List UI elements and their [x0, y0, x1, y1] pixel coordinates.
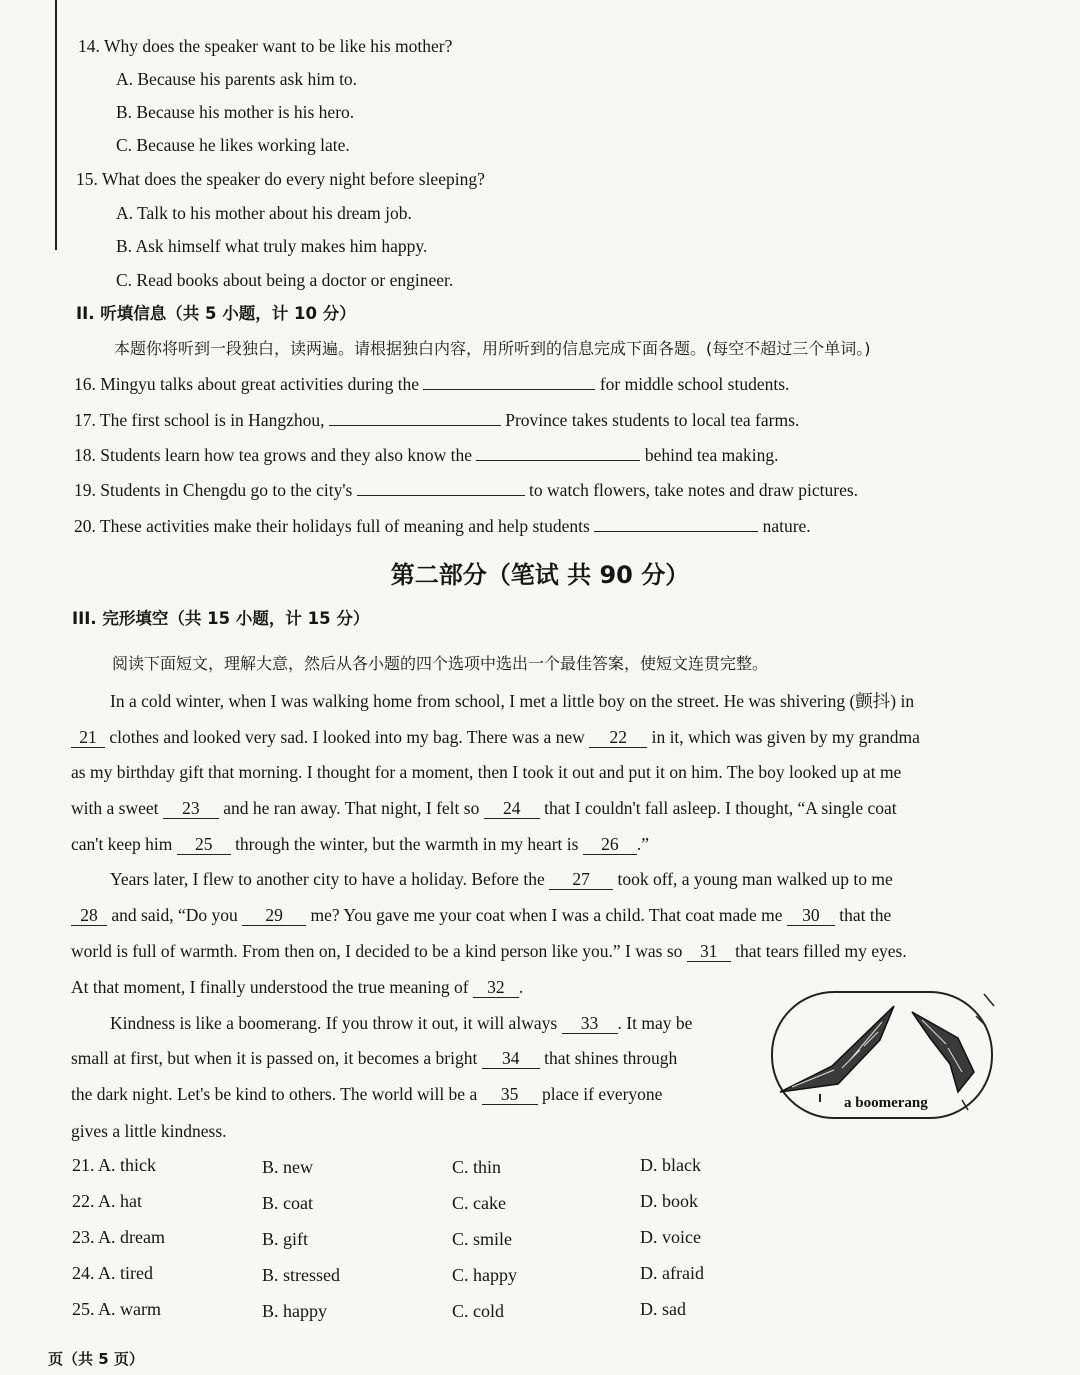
boomerang-icon-left — [780, 1006, 894, 1092]
section-three-title: III. 完形填空（共 15 小题，计 15 分） — [72, 609, 370, 628]
answer-blank-20[interactable] — [594, 531, 758, 532]
option-23-d[interactable]: D. voice — [640, 1227, 701, 1247]
page-footer: 页（共 5 页） — [48, 1350, 144, 1368]
motion-lines — [962, 994, 994, 1110]
section-three-instruction: 阅读下面短文，理解大意，然后从各小题的四个选项中选出一个最佳答案，使短文连贯完整。 — [112, 654, 769, 673]
margin-line — [55, 0, 57, 250]
cloze-blank-28[interactable]: 28 — [71, 905, 107, 926]
option-24-a[interactable]: 24. A. tired — [72, 1263, 153, 1283]
option-24-c[interactable]: C. happy — [452, 1265, 517, 1285]
option-25-c[interactable]: C. cold — [452, 1301, 504, 1321]
part-two-title: 第二部分（笔试 共 90 分） — [390, 561, 690, 589]
cloze-blank-29[interactable]: 29 — [242, 905, 306, 926]
option-22-c[interactable]: C. cake — [452, 1193, 506, 1213]
item-17: 17. The first school is in Hangzhou, Province takes students to local tea farms. — [74, 410, 800, 430]
passage-line: In a cold winter, when I was walking home from school, I met a little boy on the street. He was shivering (颤抖) in — [110, 691, 915, 711]
answer-blank-16[interactable] — [423, 389, 595, 390]
option-25-b[interactable]: B. happy — [262, 1301, 327, 1321]
option-21-c[interactable]: C. thin — [452, 1157, 502, 1177]
cloze-blank-30[interactable]: 30 — [787, 905, 835, 926]
passage-line: as my birthday gift that morning. I thought for a moment, then I took it out and put it on him. The boy looked up at me — [71, 762, 902, 782]
cloze-blank-33[interactable]: 33 — [562, 1013, 618, 1034]
q15-option-a[interactable]: A. Talk to his mother about his dream job. — [116, 203, 412, 223]
passage-line: At that moment, I finally understood the true meaning of 32 . — [71, 977, 524, 997]
cloze-blank-26[interactable]: 26 — [583, 834, 637, 855]
passage-line: with a sweet 23 and he ran away. That night, I felt so 24 that I couldn't fall asleep. I thought, “A single coat — [71, 798, 897, 818]
cloze-blank-21[interactable]: 21 — [71, 727, 105, 748]
option-23-a[interactable]: 23. A. dream — [72, 1227, 165, 1247]
figure-caption: a boomerang — [844, 1095, 928, 1111]
option-25-a[interactable]: 25. A. warm — [72, 1299, 161, 1319]
item-19: 19. Students in Chengdu go to the city's to watch flowers, take notes and draw pictures. — [74, 480, 859, 500]
passage-line: can't keep him 25 through the winter, but the warmth in my heart is 26 .” — [71, 834, 649, 854]
cloze-blank-27[interactable]: 27 — [549, 869, 613, 890]
option-23-b[interactable]: B. gift — [262, 1229, 309, 1249]
option-21-a[interactable]: 21. A. thick — [72, 1155, 156, 1175]
answer-blank-18[interactable] — [476, 460, 640, 461]
option-22-a[interactable]: 22. A. hat — [72, 1191, 142, 1211]
passage-line: gives a little kindness. — [71, 1121, 227, 1141]
item-16: 16. Mingyu talks about great activities during the for middle school students. — [74, 374, 790, 394]
passage-line: the dark night. Let's be kind to others. The world will be a 35 place if everyone — [71, 1084, 663, 1104]
item-20: 20. These activities make their holidays full of meaning and help students nature. — [74, 516, 811, 536]
option-23-c[interactable]: C. smile — [452, 1229, 513, 1249]
option-22-b[interactable]: B. coat — [262, 1193, 313, 1213]
cloze-blank-23[interactable]: 23 — [163, 798, 219, 819]
q15-option-b[interactable]: B. Ask himself what truly makes him happy. — [116, 236, 428, 256]
passage-line: Years later, I flew to another city to have a holiday. Before the 27 took off, a young man walked up to me — [110, 869, 893, 889]
option-21-b[interactable]: B. new — [262, 1157, 313, 1177]
q14-option-b[interactable]: B. Because his mother is his hero. — [116, 102, 355, 122]
section-two-instruction: 本题你将听到一段独白，读两遍。请根据独白内容，用所听到的信息完成下面各题。(每空不超过三个单词。) — [114, 339, 871, 358]
question-14: 14. Why does the speaker want to be like his mother? — [78, 36, 453, 56]
passage-line: world is full of warmth. From then on, I decided to be a kind person like you.” I was so 31 that tears filled my eyes. — [71, 941, 907, 961]
passage-line: 28 and said, “Do you 29 me? You gave me your coat when I was a child. That coat made me 30 that the — [71, 903, 891, 927]
passage-line: 21 clothes and looked very sad. I looked into my bag. There was a new 22 in it, which was given by my grandma — [71, 725, 920, 749]
option-21-d[interactable]: D. black — [640, 1155, 701, 1175]
cloze-blank-31[interactable]: 31 — [687, 941, 731, 962]
option-24-d[interactable]: D. afraid — [640, 1263, 704, 1283]
section-two-title: II. 听填信息（共 5 小题，计 10 分） — [76, 304, 356, 323]
cloze-blank-25[interactable]: 25 — [177, 834, 231, 855]
cloze-blank-24[interactable]: 24 — [484, 798, 540, 819]
boomerang-figure — [762, 988, 998, 1124]
question-15: 15. What does the speaker do every night before sleeping? — [76, 169, 485, 189]
passage-line: Kindness is like a boomerang. If you throw it out, it will always 33 . It may be — [110, 1013, 693, 1033]
cloze-blank-34[interactable]: 34 — [482, 1048, 540, 1069]
boomerang-illustration — [762, 988, 998, 1124]
option-24-b[interactable]: B. stressed — [262, 1265, 340, 1285]
option-25-d[interactable]: D. sad — [640, 1299, 686, 1319]
item-18: 18. Students learn how tea grows and they also know the behind tea making. — [74, 445, 779, 465]
cloze-blank-22[interactable]: 22 — [589, 727, 647, 748]
cloze-blank-35[interactable]: 35 — [482, 1084, 538, 1105]
answer-blank-17[interactable] — [329, 425, 501, 426]
q14-option-c[interactable]: C. Because he likes working late. — [116, 135, 350, 155]
boomerang-icon-right — [912, 1012, 974, 1092]
passage-line: small at first, but when it is passed on, it becomes a bright 34 that shines through — [71, 1048, 678, 1068]
answer-blank-19[interactable] — [357, 495, 525, 496]
q15-option-c[interactable]: C. Read books about being a doctor or engineer. — [116, 270, 454, 290]
q14-option-a[interactable]: A. Because his parents ask him to. — [116, 69, 358, 89]
cloze-blank-32[interactable]: 32 — [473, 977, 519, 998]
option-22-d[interactable]: D. book — [640, 1191, 698, 1211]
